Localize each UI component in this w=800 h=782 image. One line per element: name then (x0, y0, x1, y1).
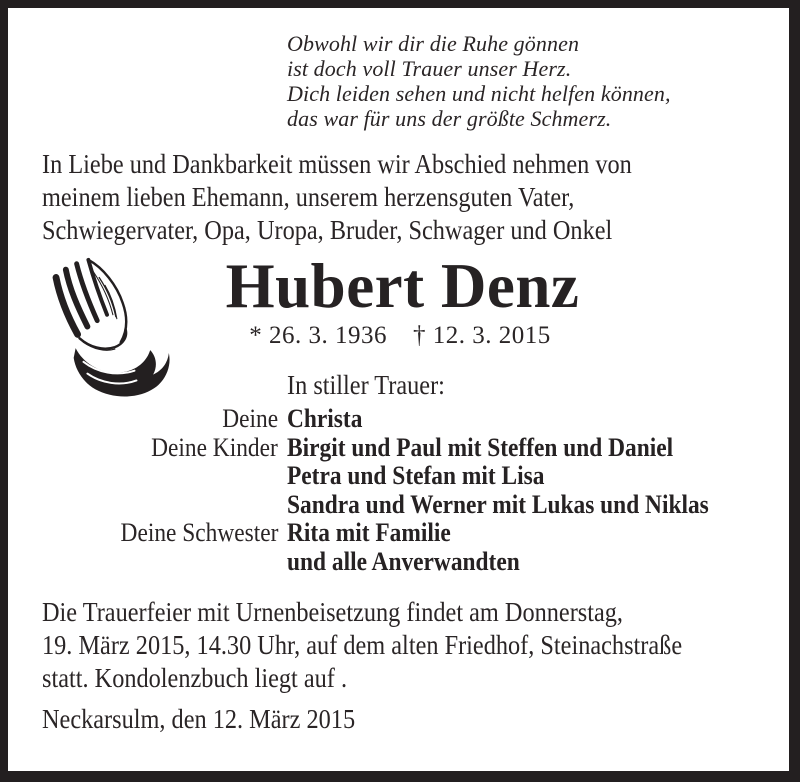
life-dates (11, 322, 789, 350)
mourners-list (8, 405, 789, 576)
mourner-names: Rita mit Familie (287, 518, 451, 547)
mourner-names: Sandra und Werner mit Lukas und Niklas (287, 489, 709, 519)
intro-line: Schwiegervater, Opa, Uropa, Bruder, Schwager und Onkel (42, 215, 613, 245)
mourner-label (8, 548, 278, 577)
mourner-label (8, 462, 278, 491)
mourner-names: Christa (287, 404, 363, 433)
death-date: † 12. 3. 2015 (413, 322, 551, 349)
poem (287, 31, 671, 131)
place-date-line: Neckarsulm, den 12. März 2015 (42, 704, 356, 734)
poem-line: Obwohl wir dir die Ruhe gönnen (287, 31, 580, 56)
mourner-label (8, 491, 278, 520)
birth-date: * 26. 3. 1936 (249, 322, 387, 349)
mourner-names: Petra und Stefan mit Lisa (287, 461, 545, 490)
funeral-line: 19. März 2015, 14.30 Uhr, auf dem alten Friedhof, Steinachstraße (42, 630, 683, 660)
funeral-line: statt. Kondolenzbuch liegt auf . (42, 663, 348, 693)
poem-line: Dich leiden sehen und nicht helfen können, (287, 81, 671, 106)
mourner-label: Deine Schwester (120, 518, 278, 547)
intro-line: meinem lieben Ehemann, unserem herzensguten Vater, (42, 182, 575, 212)
mourner-label: Deine Kinder (151, 432, 278, 462)
intro-paragraph (42, 148, 697, 247)
intro-line: In Liebe und Dankbarkeit müssen wir Abschied nehmen von (42, 149, 632, 179)
funeral-info (42, 596, 753, 695)
mourner-label: Deine (222, 404, 278, 433)
mourner-names: Birgit und Paul mit Steffen und Daniel (287, 432, 674, 462)
funeral-line: Die Trauerfeier mit Urnenbeisetzung findet am Donnerstag, (42, 597, 624, 627)
mourner-names: und alle Anverwandten (287, 546, 520, 576)
deceased-name: Hubert Denz (225, 251, 580, 321)
poem-line: ist doch voll Trauer unser Herz. (287, 56, 572, 81)
mourning-heading: In stiller Trauer: (287, 370, 445, 400)
poem-line: das war für uns der größte Schmerz. (287, 106, 612, 131)
